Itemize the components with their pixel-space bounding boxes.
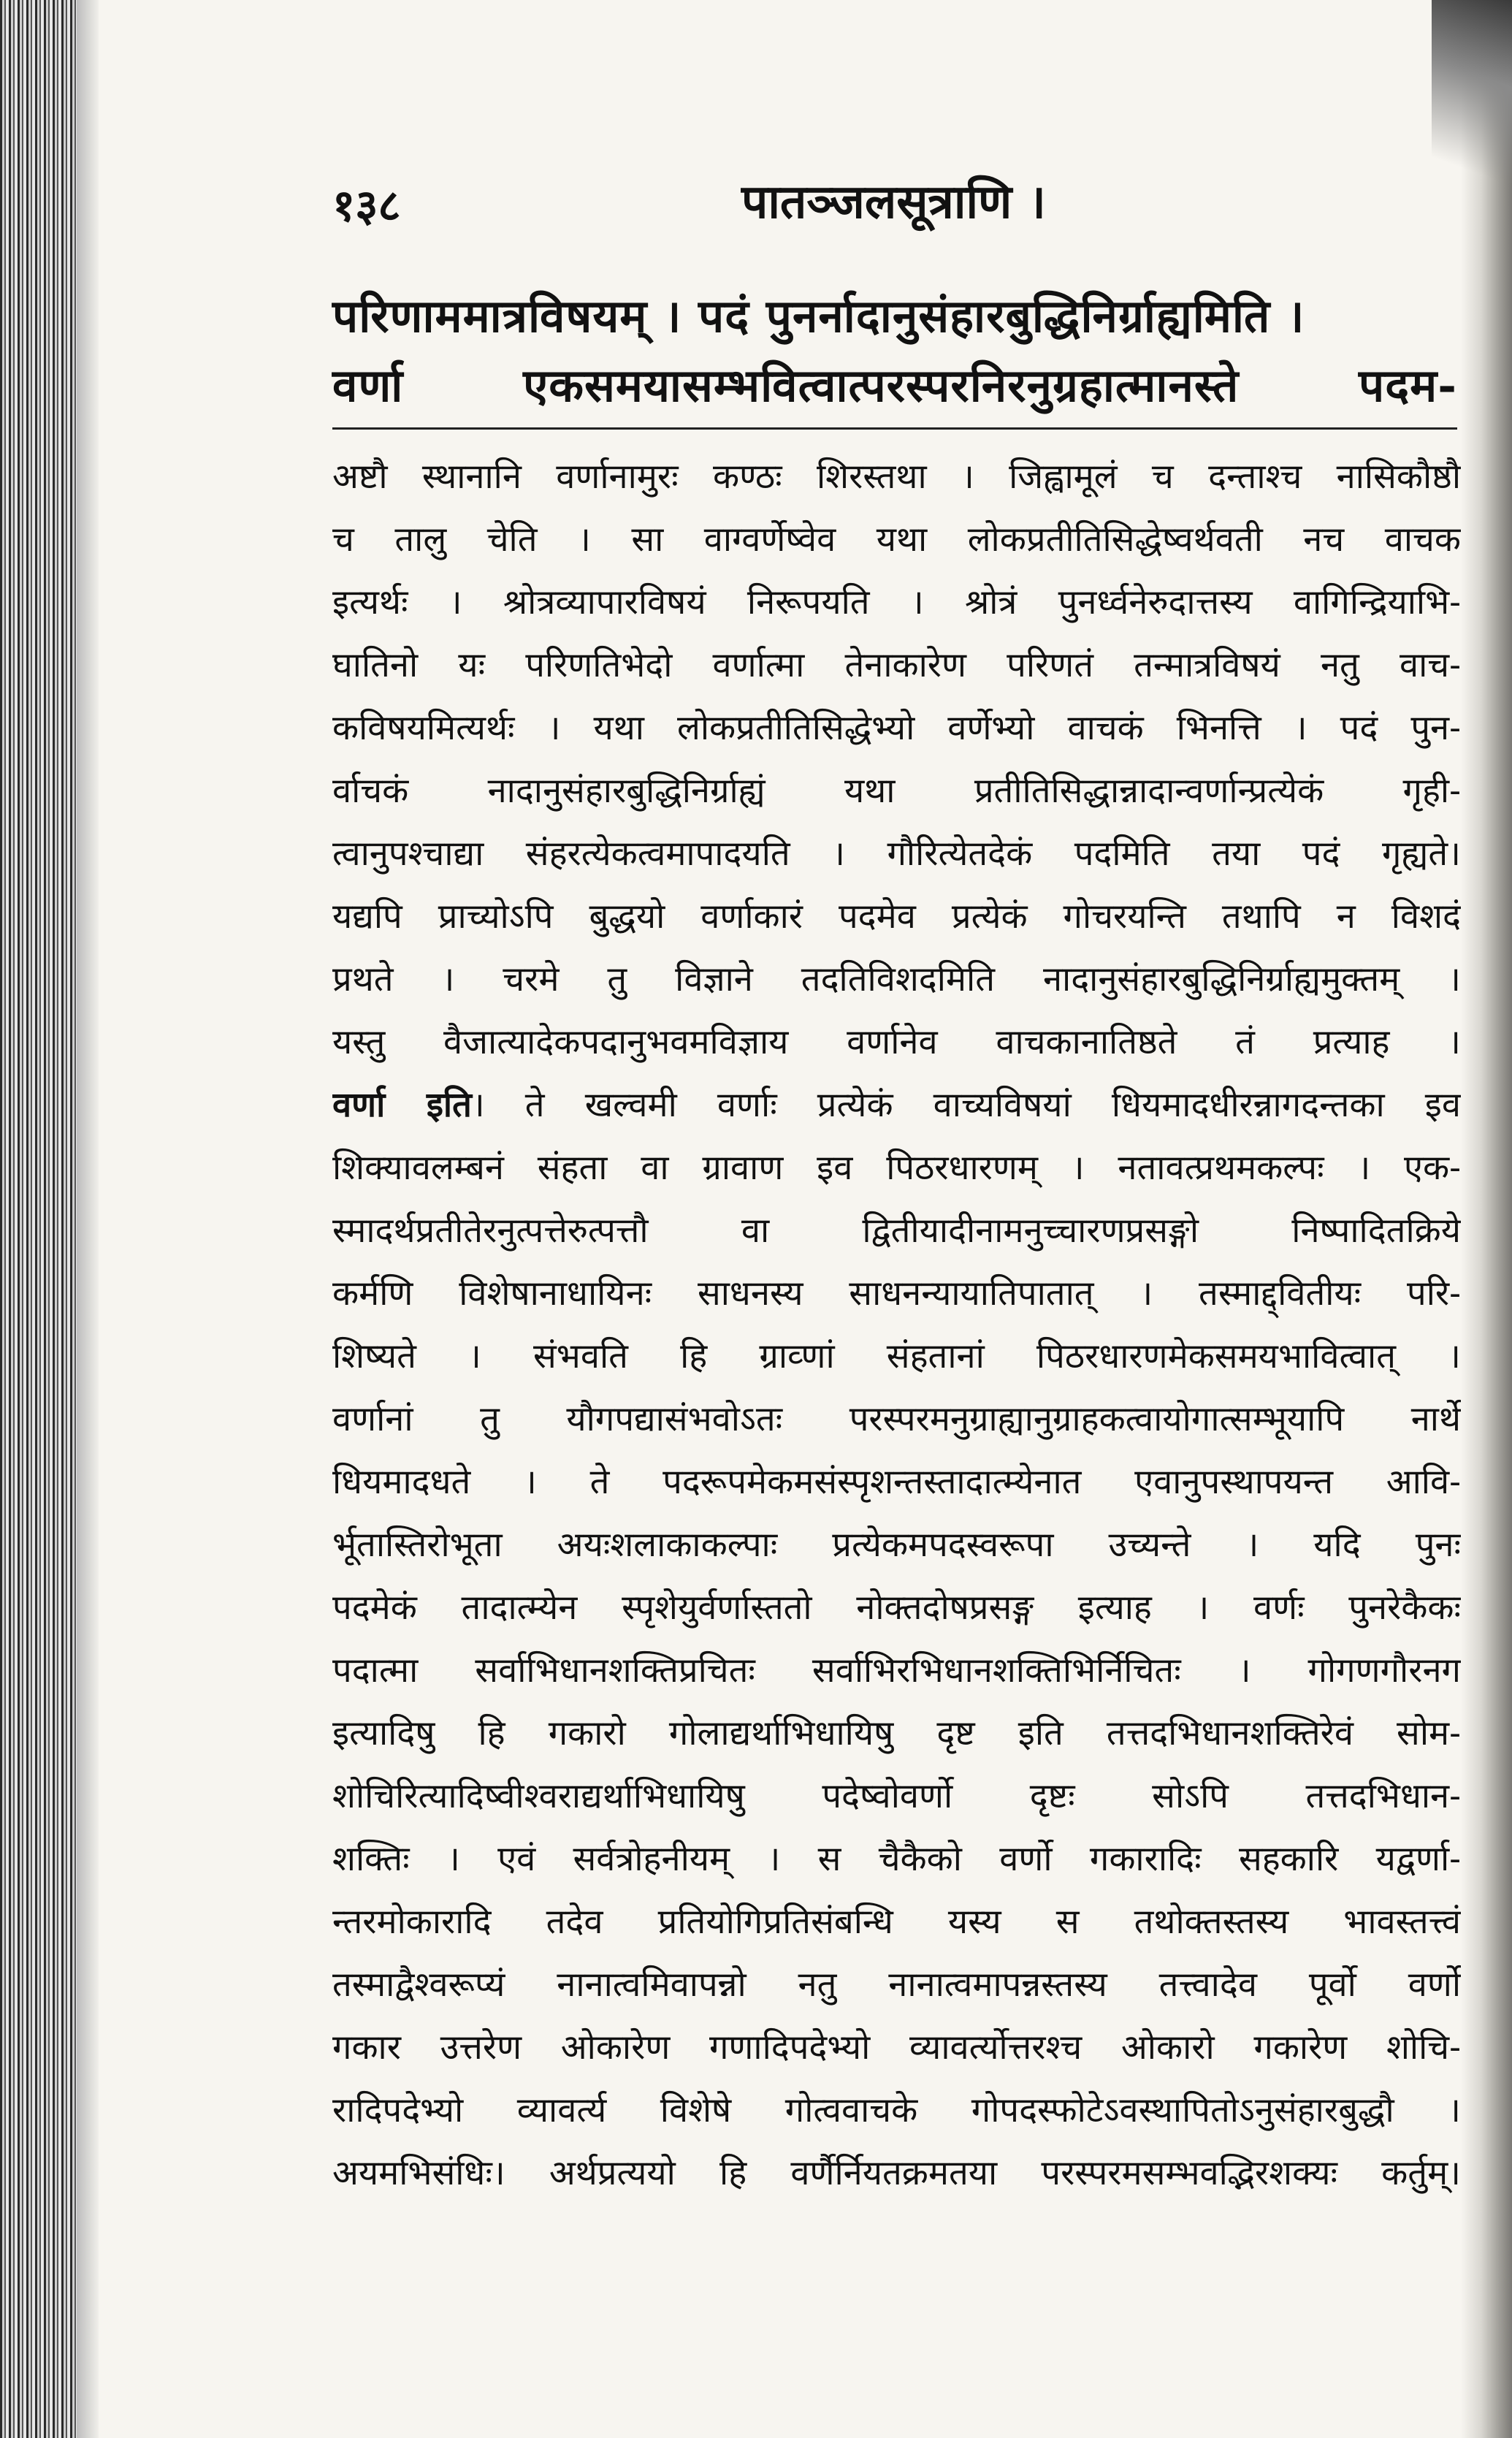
commentary-line: अष्टौ स्थानानि वर्णानामुरः कण्ठः शिरस्तथा । जिह्वामूलं च दन्ताश्च नासिकौष्ठौ	[332, 457, 1461, 497]
commentary-text	[332, 446, 1461, 2205]
commentary-line: शक्तिः । एवं सर्वत्रोहनीयम् । स चैकैको वर्णो गकारादिः सहकारि यद्वर्णा-	[332, 1839, 1461, 1879]
book-binding-edge	[0, 0, 77, 2438]
commentary-line: कविषयमित्यर्थः । यथा लोकप्रतीतिसिद्धेभ्यो वर्णेभ्यो वाचकं भिनत्ति । पदं पुन-	[332, 708, 1461, 748]
sutra-line-2	[332, 351, 1457, 420]
commentary-line: इत्यादिषु हि गकारो गोलाद्यर्थाभिधायिषु दृष्ट इति तत्तदभिधानशक्तिरेवं सोम-	[332, 1713, 1461, 1753]
commentary-text-span: । ते खल्वमी वर्णाः प्रत्येकं वाच्यविषयां धियमादधीरन्नागदन्तका इव	[471, 1085, 1461, 1125]
commentary-line-with-pratika	[332, 1074, 1461, 1137]
sutra-word: पदम-	[1359, 359, 1457, 412]
page-corner-shadow	[1432, 0, 1512, 190]
page-right-edge-shadow	[1461, 0, 1512, 2438]
sutra-word: वर्णा	[332, 359, 404, 412]
commentary-line: यस्तु वैजात्यादेकपदानुभवमविज्ञाय वर्णानेव वाचकानातिष्ठते तं प्रत्याह ।	[332, 1022, 1461, 1062]
commentary-line: र्भूतास्तिरोभूता अयःशलाकाकल्पाः प्रत्येकमपदस्वरूपा उच्यन्ते । यदि पुनः	[332, 1525, 1461, 1565]
commentary-line: इत्यर्थः । श्रोत्रव्यापारविषयं निरूपयति । श्रोत्रं पुनर्ध्वनेरुदात्तस्य वागिन्द्रियाभि-	[332, 582, 1461, 622]
commentary-line: च तालु चेति । सा वाग्वर्णेष्वेव यथा लोकप्रतीतिसिद्धेष्वर्थवती नच वाचक	[332, 519, 1461, 560]
commentary-line: अयमभिसंधिः। अर्थप्रत्ययो हि वर्णैर्नियतक्रमतया परस्परमसम्भवद्भिरशक्यः कर्तुम्।	[332, 2153, 1461, 2193]
commentary-line: स्मादर्थप्रतीतेरनुत्पत्तेरुत्पत्तौ वा द्वितीयादीनामनुच्चारणप्रसङ्गो निष्पादितक्रिये	[332, 1211, 1461, 1251]
commentary-line: वर्णानां तु यौगपद्यासंभवोऽतः परस्परमनुग्राह्यानुग्राहकत्वायोगात्सम्भूयापि नार्थे	[332, 1399, 1461, 1439]
commentary-line: पदमेकं तादात्म्येन स्पृशेयुर्वर्णास्ततो नोक्तदोषप्रसङ्ग इत्याह । वर्णः पुनरेकैकः	[332, 1588, 1461, 1628]
commentary-line: गकार उत्तरेण ओकारेण गणादिपदेभ्यो व्यावर्त्योत्तरश्च ओकारो गकारेण शोचि-	[332, 2027, 1461, 2068]
running-title: पातञ्जलसूत्राणि ।	[741, 175, 1046, 229]
separator-rule	[332, 427, 1457, 430]
page-number: १३८	[332, 180, 401, 232]
commentary-line: तस्माद्वैश्वरूप्यं नानात्वमिवापन्नो नतु नानात्वमापन्नस्तस्य तत्त्वादेव पूर्वो वर्णो	[332, 1965, 1461, 2005]
commentary-line: न्तरमोकारादि तदेव प्रतियोगिप्रतिसंबन्धि यस्य स तथोक्तस्तस्य भावस्तत्त्वं	[332, 1902, 1461, 1942]
commentary-line: यद्यपि प्राच्योऽपि बुद्धयो वर्णाकारं पदमेव प्रत्येकं गोचरयन्ति तथापि न विशदं	[332, 896, 1461, 937]
commentary-line: र्वाचकं नादानुसंहारबुद्धिनिर्ग्राह्यं यथा प्रतीतिसिद्धान्नादान्वर्णान्प्रत्येकं गृही-	[332, 771, 1461, 811]
commentary-line: शोचिरित्यादिष्वीश्वराद्यर्थाभिधायिषु पदेष्वोवर्णो दृष्टः सोऽपि तत्तदभिधान-	[332, 1776, 1461, 1816]
sutra-line-1: परिणाममात्रविषयम् । पदं पुनर्नादानुसंहारबुद्धिनिर्ग्राह्यमिति ।	[332, 289, 1305, 343]
page-header	[332, 168, 1428, 234]
commentary-line: धियमादधते । ते पदरूपमेकमसंस्पृशन्तस्तादात्म्येनात एवानुपस्थापयन्त आवि-	[332, 1462, 1461, 1502]
commentary-line: कर्मणि विशेषानाधायिनः साधनस्य साधनन्यायातिपातात् । तस्माद्द्वितीयः परि-	[332, 1273, 1461, 1314]
commentary-line: शिक्यावलम्बनं संहता वा ग्रावाण इव पिठरधारणम् । नतावत्प्रथमकल्पः । एक-	[332, 1148, 1461, 1188]
commentary-line: पदात्मा सर्वाभिधानशक्तिप्रचितः सर्वाभिरभिधानशक्तिभिर्निचितः । गोगणगौरनग	[332, 1650, 1461, 1691]
sutra-text	[332, 281, 1457, 420]
commentary-line: त्वानुपश्चाद्या संहरत्येकत्वमापादयति । गौरित्येतदेकं पदमिति तया पदं गृह्यते।	[332, 834, 1461, 874]
pratika-quote: वर्णा इति	[332, 1085, 472, 1125]
commentary-line: शिष्यते । संभवति हि ग्राव्णां संहतानां पिठरधारणमेकसमयभावित्वात् ।	[332, 1336, 1461, 1376]
binding-shadow	[77, 0, 99, 2438]
commentary-line: घातिनो यः परिणतिभेदो वर्णात्मा तेनाकारेण परिणतं तन्मात्रविषयं नतु वाच-	[332, 645, 1461, 685]
sutra-word: एकसमयासम्भवित्वात्परस्परनिरनुग्रहात्मानस्ते	[523, 359, 1240, 412]
commentary-line: प्रथते । चरमे तु विज्ञाने तदतिविशदमिति नादानुसंहारबुद्धिनिर्ग्राह्यमुक्तम् ।	[332, 959, 1461, 999]
commentary-line: रादिपदेभ्यो व्यावर्त्य विशेषे गोत्ववाचके गोपदस्फोटेऽवस्थापितोऽनुसंहारबुद्धौ ।	[332, 2090, 1461, 2130]
